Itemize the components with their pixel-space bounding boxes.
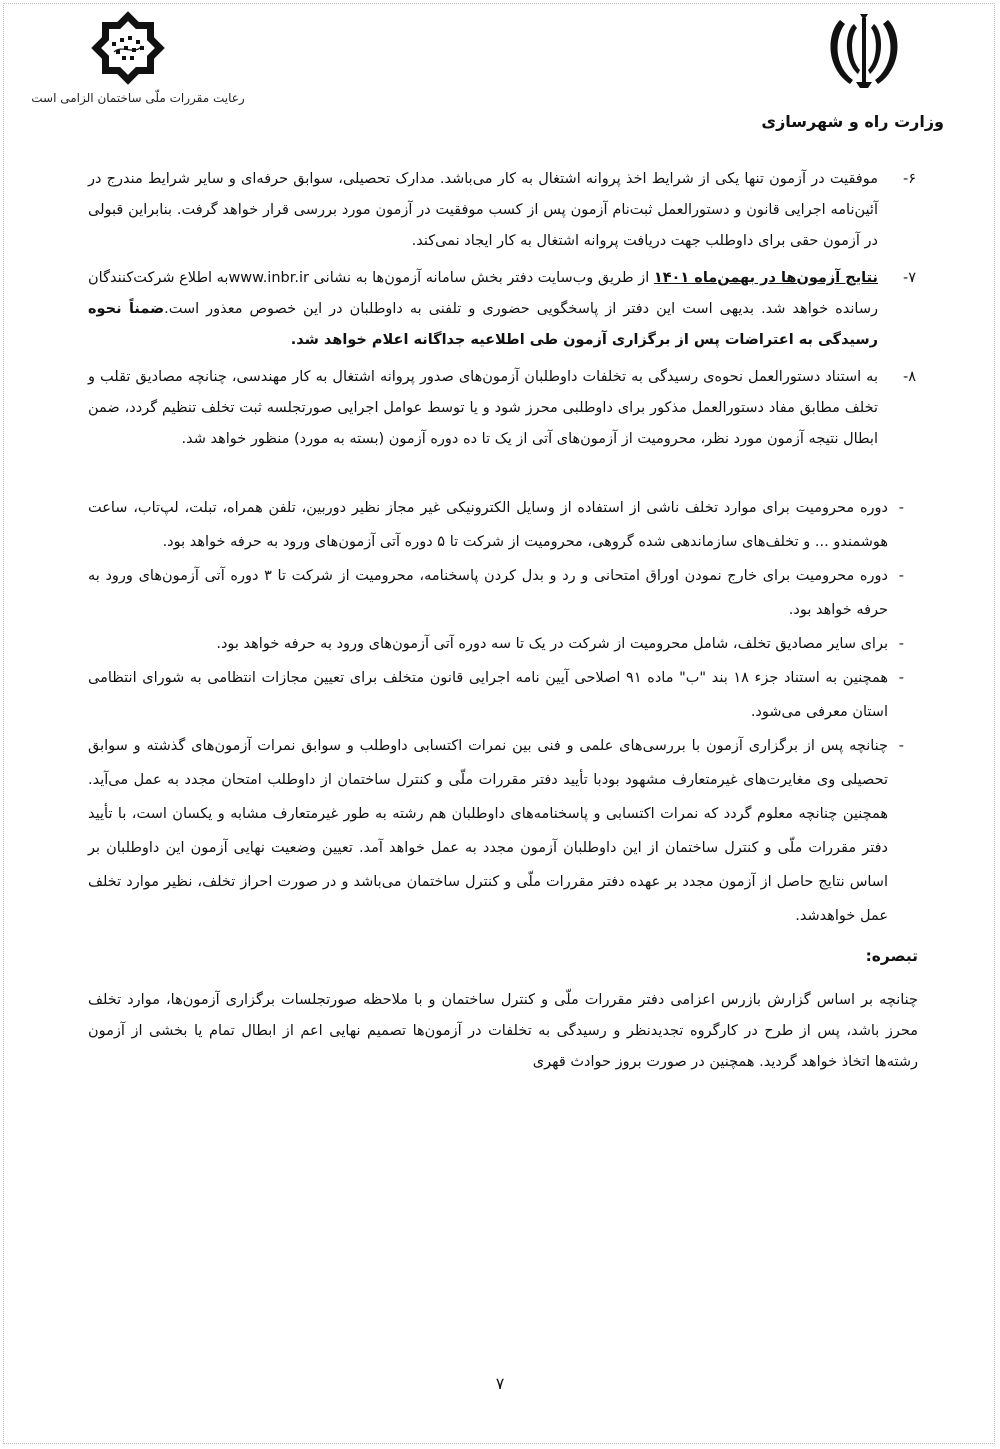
document-body: [88, 164, 918, 1078]
note-title: تبصره:: [865, 947, 918, 965]
website-link[interactable]: www.inbr.ir: [228, 270, 309, 286]
list-item: [88, 362, 918, 455]
objection-notice: ضمناً نحوه رسیدگی به اعتراضات پس از برگزاری آزمون طی اطلاعیه جداگانه اعلام خواهد شد.: [88, 301, 878, 348]
item-text-part: به اطلاع شرکت‌کنندگان رسانده خواهد شد. بدیهی است این دفتر از پاسخگویی حضوری و تلفنی به داوطلبان در این خصوص معذور است.: [88, 270, 878, 317]
item-text: موفقیت در آزمون تنها یکی از شرایط اخذ پروانه اشتغال به کار می‌باشد. مدارک تحصیلی، سوابق حرفه‌ای و سایر شرایط مندرج در آئین‌نامه اجرایی قانون و دستورالعمل ثبت‌نام آزمون پس از کسب موفقیت در آزمون مورد بررسی قرار خواهد گرفت. بنابراین قبولی در آزمون حقی برای داوطلب جهت دریافت پروانه اشتغال به کار ایجاد نمی‌کند.: [88, 171, 878, 249]
bullet-item: - دوره محرومیت برای خارج نمودن اوراق امتحانی و رد و بدل کردن پاسخنامه، محرومیت از شرکت تا ۳ دوره آتی آزمون‌های ورود به حرفه خواهد بود.: [88, 559, 918, 627]
list-item: [88, 164, 918, 257]
bullet-item: - همچنین به استناد جزء ۱۸ بند "ب" ماده ۹۱ اصلاحی آیین نامه اجرایی قانون متخلف برای تعیین مجازات انتظامی به شورای انتظامی استان معرفی می‌شود.: [88, 661, 918, 729]
iran-emblem-icon: [822, 10, 906, 90]
note-text: چنانچه بر اساس گزارش بازرس اعزامی دفتر مقررات ملّی و کنترل ساختمان و با ملاحظه صورتجلسات برگزاری آزمون‌ها، موارد تخلف محرز باشد، پس از طرح در کارگروه تجدیدنظر و رسیدگی به تخلفات در آزمون‌ها تصمیم نهایی اعم از ابطال تمام یا بخشی از آزمون رشته‌ها اتخاذ خواهد گردید. همچنین در صورت بروز حوادث قهری: [88, 992, 918, 1070]
bullet-text: چنانچه پس از برگزاری آزمون با بررسی‌های علمی و فنی بین نمرات اکتسابی داوطلب و سوابق نمرات آزمون‌های گذشته و سوابق تحصیلی وی مغایرت‌های غیرمتعارف مشهود بودبا تأیید دفتر مقررات ملّی و کنترل ساختمان از داوطلب امتحان مجدد به عمل می‌آید. همچنین چنانچه معلوم گردد که نمرات اکتسابی و پاسخنامه‌های داوطلبان هم رشته به طور غیرمتعارف مشابه و یکسان است، با تأیید دفتر مقررات ملّی و کنترل ساختمان از این داوطلبان آزمون مجدد به عمل خواهد آمد. تعیین وضعیت نهایی آزمون این داوطلبان بر اساس نتایج حاصل از آزمون مجدد بر عهده دفتر مقررات ملّی و کنترل ساختمان می‌باشد و در صورت احراز تخلف، نظیر موارد تخلف عمل خواهدشد.: [88, 738, 888, 924]
page-number: ۷: [495, 1374, 505, 1393]
item-number: ۶-: [902, 171, 916, 187]
item-number: ۷-: [902, 270, 916, 286]
logo-caption: رعایت مقررات ملّی ساختمان الزامی است: [31, 91, 245, 105]
ministry-name: وزارت راه و شهرسازی: [761, 112, 944, 131]
bullet-item: - دوره محرومیت برای موارد تخلف ناشی از استفاده از وسایل الکترونیکی غیر مجاز نظیر دوربین، تلفن همراه، تبلت، لپ‌تاب، ساعت هوشمندو ... و تخلف‌های سازماندهی شده گروهی، محرومیت از شرکت تا ۵ دوره آتی آزمون‌های ورود به حرفه خواهد بود.: [88, 491, 918, 559]
bullet-item: - برای سایر مصادیق تخلف، شامل محرومیت از شرکت در یک تا سه دوره آتی آزمون‌های ورود به حرفه خواهد بود.: [88, 627, 918, 661]
item-text: به استناد دستورالعمل نحوه‌ی رسیدگی به تخلفات داوطلبان آزمون‌های صدور پروانه اشتغال به کار مهندسی، چنانچه مصادیق تقلب و تخلف مطابق مفاد دستورالعمل مذکور برای داوطلبی محرز شود و یا توسط عوامل اجرایی صورتجلسه ثبت تخلف تنظیم گردد، ضمن ابطال نتیجه آزمون مورد نظر، محرومیت از آزمون‌های آتی از یک تا ده دوره آزمون (بسته به مورد) منظور خواهد شد.: [88, 369, 878, 447]
note-body: [88, 985, 918, 1078]
item-number: ۸-: [902, 369, 916, 385]
bullet-text: دوره محرومیت برای موارد تخلف ناشی از استفاده از وسایل الکترونیکی غیر مجاز نظیر دوربین، تلفن همراه، تبلت، لپ‌تاب، ساعت هوشمندو ... و تخلف‌های سازماندهی شده گروهی، محرومیت از شرکت تا ۵ دوره آتی آزمون‌های ورود به حرفه خواهد بود.: [88, 500, 888, 550]
bullet-text: همچنین به استناد جزء ۱۸ بند "ب" ماده ۹۱ اصلاحی آیین نامه اجرایی قانون متخلف برای تعیین مجازات انتظامی به شورای انتظامی استان معرفی می‌شود.: [88, 670, 888, 720]
bullet-text: برای سایر مصادیق تخلف، شامل محرومیت از شرکت در یک تا سه دوره آتی آزمون‌های ورود به حرفه خواهد بود.: [216, 636, 888, 652]
list-item: [88, 263, 918, 356]
bullet-text: دوره محرومیت برای خارج نمودن اوراق امتحانی و رد و بدل کردن پاسخنامه، محرومیت از شرکت تا ۳ دوره آتی آزمون‌های ورود به حرفه خواهد بود.: [88, 568, 888, 618]
bullet-item: - چنانچه پس از برگزاری آزمون با بررسی‌های علمی و فنی بین نمرات اکتسابی داوطلب و سوابق نمرات آزمون‌های گذشته و سوابق تحصیلی وی مغایرت‌های غیرمتعارف مشهود بودبا تأیید دفتر مقررات ملّی و کنترل ساختمان از داوطلب امتحان مجدد به عمل می‌آید. همچنین چنانچه معلوم گردد که نمرات اکتسابی و پاسخنامه‌های داوطلبان هم رشته به طور غیرمتعارف مشابه و یکسان است، با تأیید دفتر مقررات ملّی و کنترل ساختمان از این داوطلبان آزمون مجدد به عمل خواهد آمد. تعیین وضعیت نهایی آزمون این داوطلبان بر اساس نتایج حاصل از آزمون مجدد بر عهده دفتر مقررات ملّی و کنترل ساختمان می‌باشد و در صورت احراز تخلف، نظیر موارد تخلف عمل خواهدشد.: [88, 729, 918, 933]
item-text: [88, 263, 878, 356]
item-text-part: از طریق وب‌سایت دفتر بخش سامانه آزمون‌ها به نشانی: [308, 270, 654, 286]
building-regulations-logo-icon: [82, 8, 174, 88]
spacer: [88, 461, 918, 491]
results-date-heading: نتایج آزمون‌ها در بهمن‌ماه ۱۴۰۱: [653, 270, 878, 286]
